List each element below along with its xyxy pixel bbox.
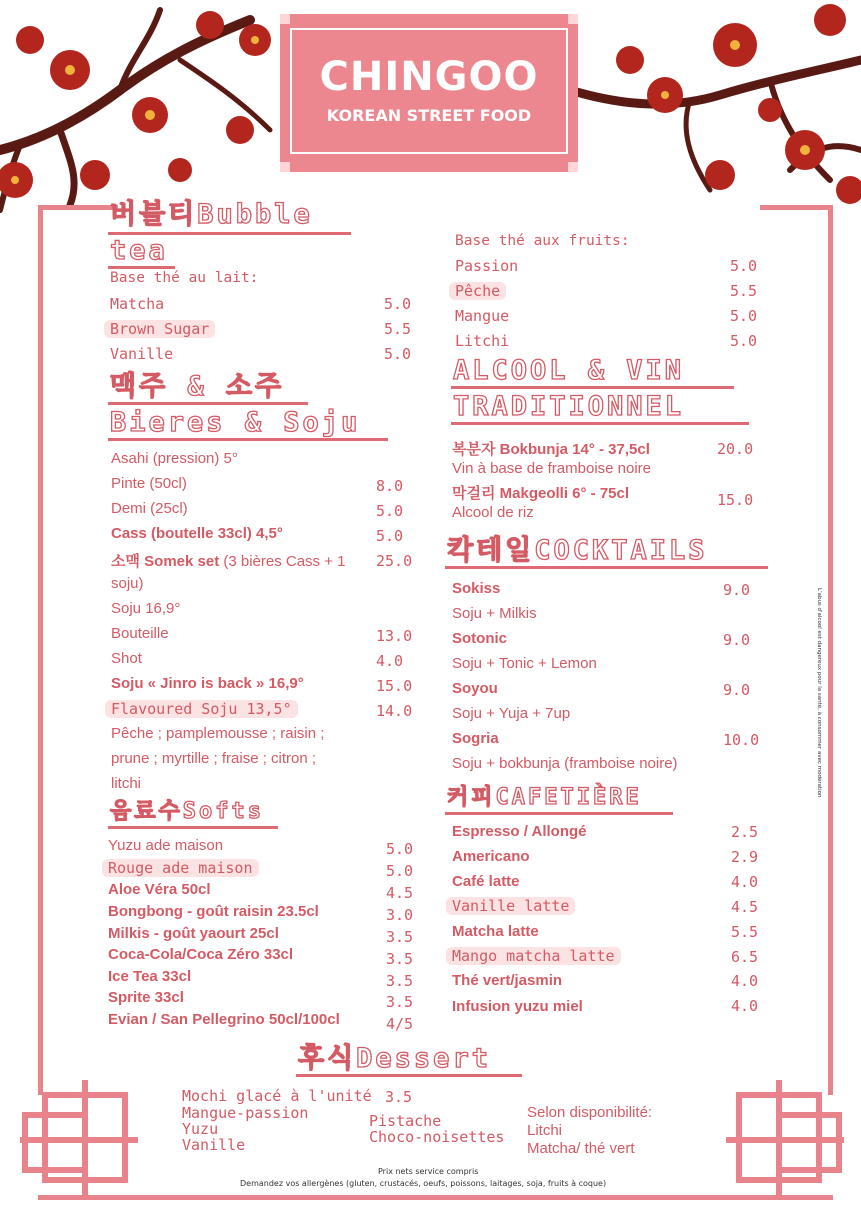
dessert-title: 후식Dessert bbox=[298, 1043, 491, 1074]
bubble-tea-title-2: tea bbox=[110, 235, 168, 266]
lattice-ornament-left bbox=[20, 1080, 140, 1205]
frame-top-left bbox=[38, 205, 118, 210]
menu-item-highlight: Flavoured Soju 13,5° bbox=[105, 700, 298, 718]
alcool-title-2: TRADITIONNEL bbox=[453, 391, 685, 422]
frame-bottom bbox=[38, 1195, 833, 1200]
blossom-branch-right bbox=[570, 0, 861, 210]
side-note: L'abus d'alcool est dangereux pour la santé, à consommer avec modération bbox=[816, 588, 822, 798]
frame-top-right bbox=[760, 205, 833, 210]
softs-title: 음료수Softs bbox=[110, 799, 264, 824]
brand-name: CHINGOO bbox=[319, 54, 539, 100]
dessert-heading: Mochi glacé à l'unité bbox=[182, 1087, 372, 1105]
fruit-base-label: Base thé aux fruits: bbox=[455, 233, 630, 249]
footer-allergens: Demandez vos allergènes (gluten, crustacés, oeufs, poissons, laitages, soja, fruits à coque) bbox=[240, 1179, 607, 1188]
menu-item-highlight: Vanille latte bbox=[446, 897, 575, 915]
lattice-ornament-right bbox=[724, 1080, 844, 1205]
alcool-title: ALCOOL & VIN bbox=[453, 355, 685, 386]
frame-left bbox=[38, 205, 43, 1095]
bubble-tea-title: 버블티Bubble bbox=[110, 199, 313, 230]
menu-item-highlight: Rouge ade maison bbox=[102, 859, 259, 877]
milk-base-label: Base thé au lait: bbox=[110, 270, 259, 286]
cocktails-title: 칵테일COCKTAILS bbox=[447, 535, 708, 566]
menu-item-highlight: Mango matcha latte bbox=[446, 947, 621, 965]
blossom-branch-left bbox=[0, 0, 300, 215]
beer-title-2: Bieres & Soju bbox=[110, 407, 361, 438]
menu-item: Matcha bbox=[110, 295, 165, 313]
brand-logo bbox=[280, 14, 578, 172]
brand-tagline: KOREAN STREET FOOD bbox=[326, 106, 532, 125]
footer-service: Prix nets service compris bbox=[378, 1167, 479, 1176]
beer-title: 맥주 & 소주 bbox=[110, 371, 285, 402]
menu-item-highlight: Brown Sugar bbox=[104, 320, 215, 338]
cafe-title: 커피CAFETIÈRE bbox=[447, 785, 642, 810]
frame-right bbox=[828, 205, 833, 1095]
menu-item-highlight: Pêche bbox=[449, 282, 506, 300]
menu-item: Vanille bbox=[110, 345, 174, 363]
